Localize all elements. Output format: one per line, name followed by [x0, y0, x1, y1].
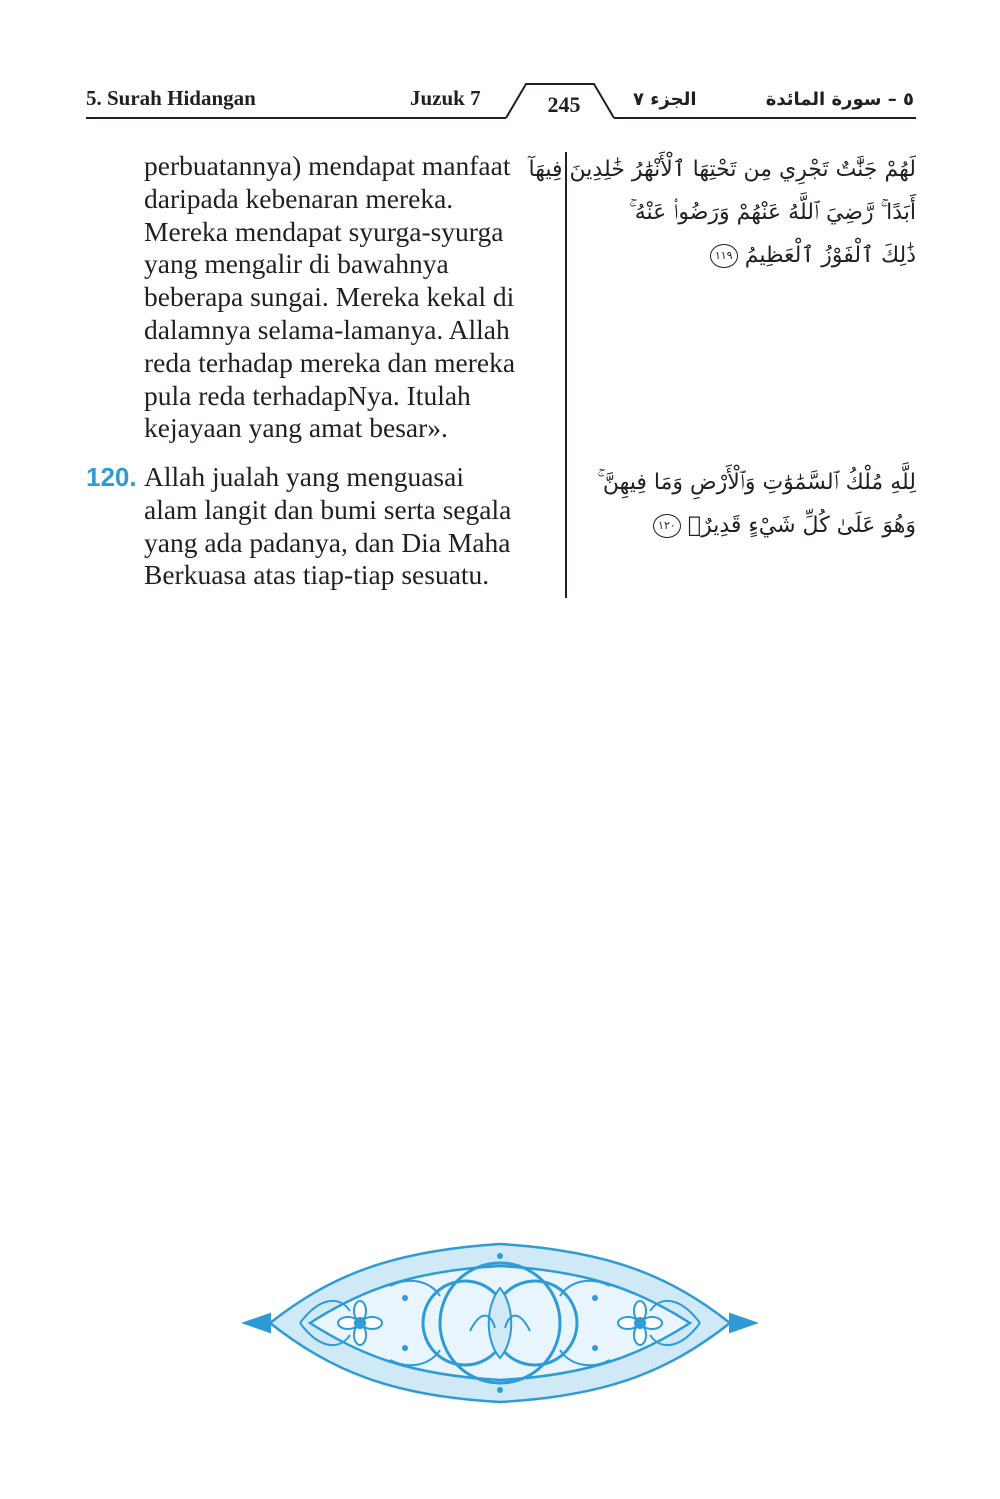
translation-line: Berkuasa atas tiap-tiap sesuatu. [144, 559, 490, 591]
floral-arabesque-ornament-icon [240, 1236, 760, 1406]
translation-line: daripada kebenaran mereka. [144, 182, 454, 214]
translation-line: yang ada padanya, dan Dia Maha [144, 526, 511, 558]
ayah-end-marker-icon: ١١٩ [710, 244, 738, 268]
verse-number: 120. [86, 462, 137, 492]
translation-line: pula reda terhadapNya. Itulah [144, 379, 471, 411]
verse-120-arabic [576, 461, 916, 547]
arabic-line-last [576, 504, 916, 547]
verse-120-translation [144, 461, 554, 592]
arabic-line: لَهُمْ جَنَّٰتٌ تَجْرِي مِن تَحْتِهَا ٱلْأَنْهَٰرُ خَٰلِدِينَ فِيهَآ [528, 157, 916, 182]
translation-line: yang mengalir di bawahnya [144, 248, 449, 280]
translation-line: Allah jualah yang menguasai [144, 461, 464, 492]
page-header [0, 0, 1000, 130]
arabic-line-text: وَهُوَ عَلَىٰ كُلِّ شَيْءٍ قَدِيرٌۢ [687, 513, 916, 538]
juzuk-label: Juzuk 7 [410, 86, 481, 110]
translation-line: perbuatannya) mendapat manfaat [144, 150, 511, 181]
translation-line: dalamnya selama-lamanya. Allah [144, 313, 510, 345]
arabic-line-text: ذَٰلِكَ ٱلْفَوْزُ ٱلْعَظِيمُ [744, 243, 916, 268]
arabic-line: لِلَّهِ مُلْكُ ٱلسَّمَٰوَٰتِ وَٱلْأَرْضِ وَمَا فِيهِنَّ ۚ [597, 470, 916, 495]
arabic-line-last [576, 234, 916, 277]
translation-line: Mereka mendapat syurga-syurga [144, 215, 504, 247]
translation-line: alam langit dan bumi serta segala [144, 493, 512, 525]
column-divider [565, 152, 567, 598]
page-number: 245 [547, 92, 581, 117]
translation-line: beberapa sungai. Mereka kekal di [144, 281, 515, 313]
ayah-end-marker-icon: ١٢٠ [653, 514, 681, 538]
surah-title: 5. Surah Hidangan [86, 86, 256, 110]
translation-line: reda terhadap mereka dan mereka [144, 346, 516, 378]
arabic-line: أَبَدًا ۚ رَّضِيَ ٱللَّهُ عَنْهُمْ وَرَضُوا۟ عَنْهُ ۚ [629, 200, 916, 225]
juz-arabic-label: الجزء ٧ [633, 89, 697, 110]
translation-line: kejayaan yang amat besar». [144, 412, 448, 444]
verse-119-translation [144, 150, 554, 445]
surah-arabic-title: ٥ – سورة المائدة [765, 89, 914, 110]
verse-119-arabic [528, 148, 916, 277]
